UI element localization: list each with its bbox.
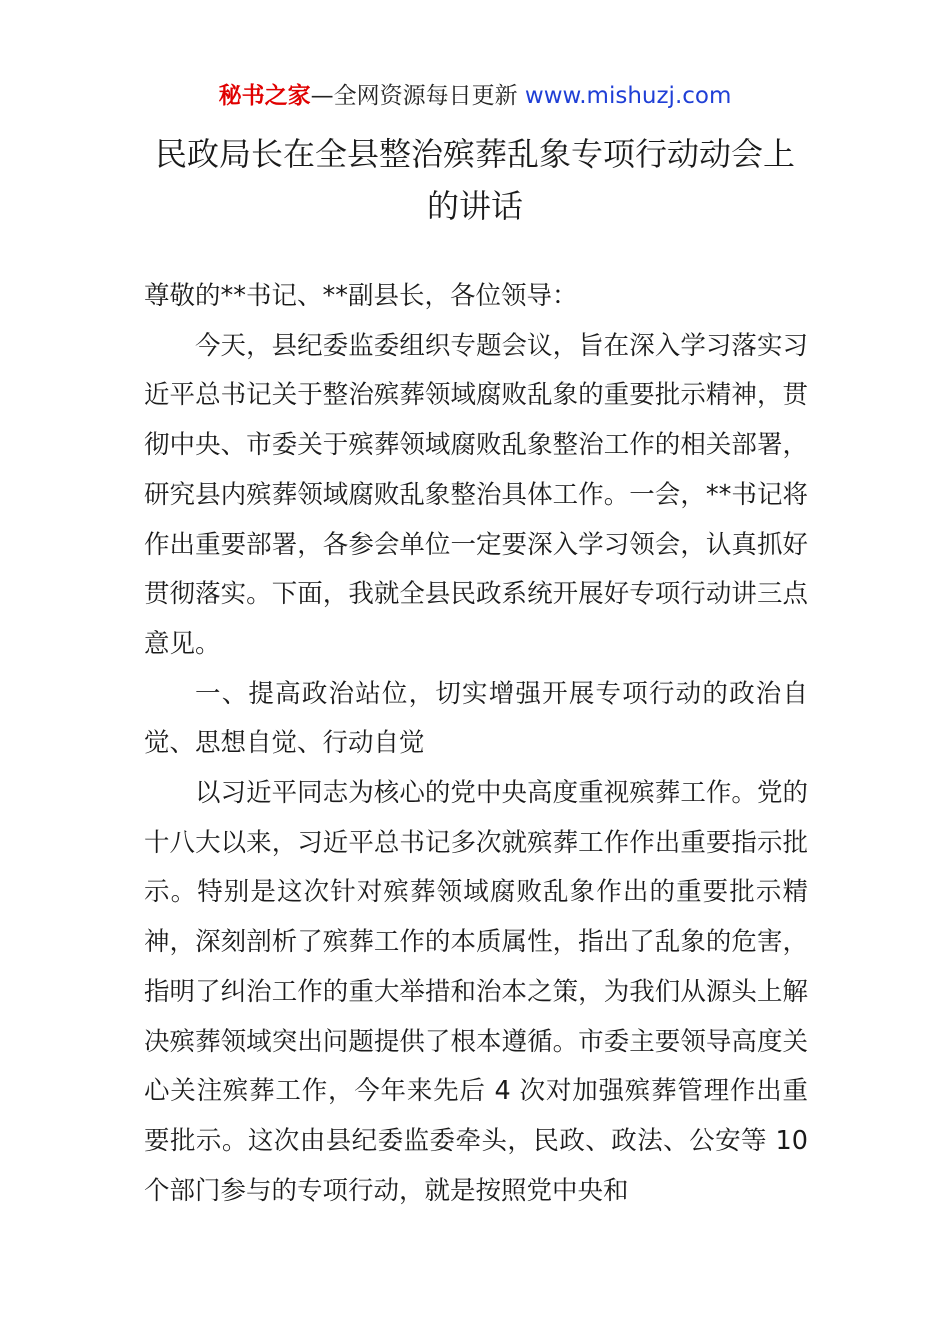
salutation: 尊敬的**书记、**副县长，各位领导： [144, 281, 578, 311]
document-title-line-1: 民政局长在全县整治殡葬乱象专项行动动会上 [154, 135, 795, 173]
document-title [100, 128, 850, 232]
paragraph-intro: 今天，县纪委监委组织专题会议，旨在深入学习落实习近平总书记关于整治殡葬领域腐败乱象的重要批示精神，贯彻中央、市委关于殡葬领域腐败乱象整治工作的相关部署，研究县内殡葬领域腐败乱象整治具体工作。一会，**书记将作出重要部署，各参会单位一定要深入学习领会，认真抓好贯彻落实。下面，我就全县民政系统开展好专项行动讲三点意见。 [144, 330, 808, 659]
site-url-link[interactable]: www.mishuzj.com [524, 83, 732, 109]
paragraph-section-1: 以习近平同志为核心的党中央高度重视殡葬工作。党的十八大以来，习近平总书记多次就殡葬工作作出重要指示批示。特别是这次针对殡葬领域腐败乱象作出的重要批示精神，深刻剖析了殡葬工作的本质属性，指出了乱象的危害，指明了纠治工作的重大举措和治本之策，为我们从源头上解决殡葬领域突出问题提供了根本遵循。市委主要领导高度关心关注殡葬工作，今年来先后 4 次对加强殡葬管理作出重要批示。这次由县纪委监委牵头，民政、政法、公安等 10 个部门参与的专项行动，就是按照党中央和 [144, 778, 808, 1206]
brand-name: 秘书之家 [218, 83, 311, 109]
site-banner [0, 80, 950, 112]
banner-tagline: —全网资源每日更新 [310, 83, 518, 109]
document-title-line-2: 的讲话 [426, 187, 523, 225]
section-heading-1: 一、提高政治站位，切实增强开展专项行动的政治自觉、思想自觉、行动自觉 [144, 678, 808, 759]
document-body [144, 272, 808, 1216]
